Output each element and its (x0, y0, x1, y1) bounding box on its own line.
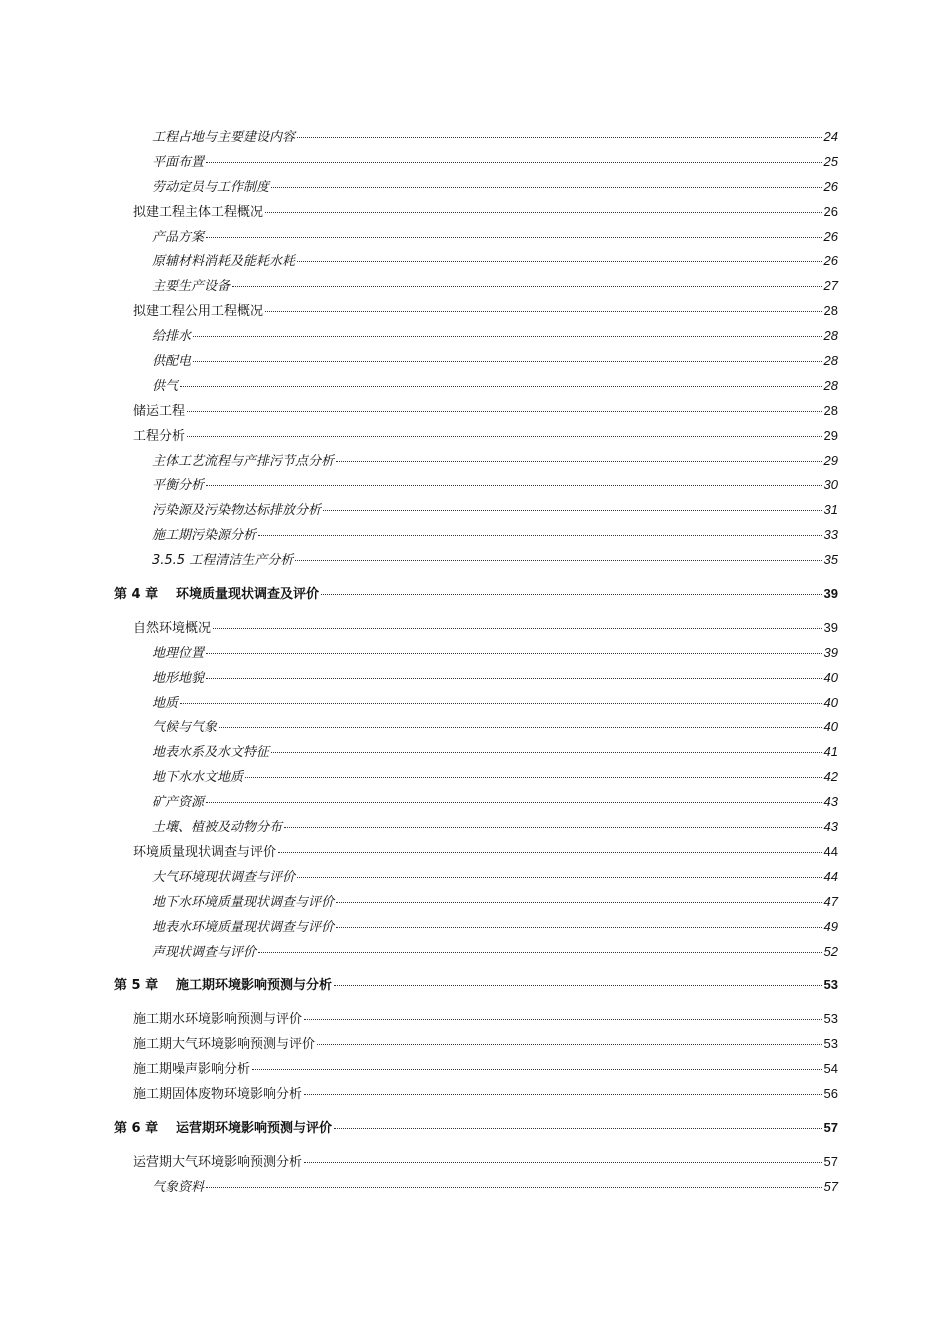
toc-entry-title: 平面布置 (152, 154, 205, 170)
toc-entry-title: 劳动定员与工作制度 (152, 179, 270, 195)
toc-entry[interactable] (114, 791, 838, 816)
toc-entry[interactable] (114, 916, 838, 941)
toc-entry[interactable] (114, 275, 838, 300)
toc-page-number: 49 (823, 918, 838, 934)
dot-leader (334, 1128, 822, 1129)
toc-page-number: 43 (823, 819, 838, 835)
dot-leader (297, 877, 822, 878)
dot-leader (206, 485, 822, 486)
toc-entry-title: 地下水环境质量现状调查与评价 (152, 894, 335, 910)
toc-entry[interactable] (114, 151, 838, 176)
toc-entry[interactable] (114, 226, 838, 251)
toc-page-number: 29 (823, 427, 838, 443)
toc-page-number: 29 (823, 452, 838, 468)
toc-page-number: 33 (823, 527, 838, 543)
dot-leader (317, 1044, 822, 1045)
toc-entry[interactable] (114, 642, 838, 667)
toc-entry[interactable] (114, 766, 838, 791)
toc-entry[interactable] (114, 891, 838, 916)
toc-entry-title: 施工期固体废物环境影响分析 (133, 1086, 303, 1102)
table-of-contents (114, 126, 838, 1201)
dot-leader (187, 436, 822, 437)
toc-entry-title (114, 1117, 332, 1136)
toc-page-number: 28 (823, 402, 838, 418)
toc-entry-title: 施工期噪声影响分析 (133, 1062, 251, 1078)
dot-leader (297, 261, 822, 262)
dot-leader (304, 1094, 822, 1095)
dot-leader (206, 1187, 822, 1188)
chapter-title: 施工期环境影响预测与分析 (176, 978, 333, 994)
toc-entry-title: 产品方案 (152, 229, 205, 245)
toc-page-number: 28 (823, 377, 838, 393)
toc-entry[interactable] (114, 176, 838, 201)
toc-page-number: 44 (823, 843, 838, 859)
toc-entry-title: 气象资料 (152, 1179, 205, 1195)
toc-page-number: 30 (823, 477, 838, 493)
dot-leader (180, 386, 822, 387)
toc-entry[interactable] (114, 941, 838, 966)
toc-entry-title: 污染源及污染物达标排放分析 (152, 503, 322, 519)
toc-page-number: 28 (823, 303, 838, 319)
toc-page-number: 41 (823, 744, 838, 760)
toc-entry[interactable] (114, 617, 838, 642)
toc-entry[interactable] (114, 549, 838, 574)
toc-page-number: 56 (823, 1085, 838, 1101)
dot-leader (304, 1162, 822, 1163)
toc-page-number: 26 (823, 178, 838, 194)
toc-entry-title: 施工期污染源分析 (152, 528, 257, 544)
toc-page-number: 53 (823, 1011, 838, 1027)
dot-leader (206, 678, 822, 679)
toc-entry[interactable] (114, 816, 838, 841)
dot-leader (297, 137, 822, 138)
toc-entry[interactable] (114, 450, 838, 475)
toc-entry[interactable] (114, 201, 838, 226)
chapter-number: 第 6 章 (114, 1120, 159, 1136)
toc-page-number: 27 (823, 278, 838, 294)
toc-entry[interactable] (114, 400, 838, 425)
toc-entry-title: 矿产资源 (152, 795, 205, 811)
dot-leader (193, 336, 822, 337)
toc-chapter-entry[interactable] (114, 1117, 838, 1142)
toc-page-number: 39 (823, 619, 838, 635)
toc-entry[interactable] (114, 499, 838, 524)
toc-entry-title: 环境质量现状调查与评价 (133, 844, 277, 860)
toc-entry-title: 给排水 (152, 329, 192, 345)
toc-entry-title: 拟建工程主体工程概况 (133, 204, 264, 220)
toc-entry-title: 运营期大气环境影响预测分析 (133, 1154, 303, 1170)
toc-page-number: 40 (823, 719, 838, 735)
toc-chapter-entry[interactable] (114, 974, 838, 999)
toc-page-number: 26 (823, 228, 838, 244)
dot-leader (258, 535, 822, 536)
chapter-number: 第 5 章 (114, 978, 159, 994)
dot-leader (278, 852, 822, 853)
toc-page-number: 26 (823, 253, 838, 269)
toc-entry-title: 工程占地与主要建设内容 (152, 130, 296, 145)
dot-leader (265, 311, 822, 312)
toc-entry-title: 声现状调查与评价 (152, 944, 257, 960)
toc-entry-title: 地理位置 (152, 645, 205, 661)
toc-entry[interactable] (114, 667, 838, 692)
toc-entry[interactable] (114, 741, 838, 766)
toc-entry-title: 大气环境现状调查与评价 (152, 869, 296, 885)
dot-leader (323, 510, 822, 511)
toc-page-number: 24 (823, 129, 838, 144)
toc-entry-title: 拟建工程公用工程概况 (133, 304, 264, 320)
toc-page-number: 53 (823, 977, 838, 993)
toc-entry-title: 自然环境概况 (133, 620, 212, 636)
toc-page-number: 31 (823, 502, 838, 518)
chapter-title: 环境质量现状调查及评价 (176, 587, 320, 603)
toc-entry-title: 土壤、植被及动物分布 (152, 820, 283, 836)
toc-entry[interactable] (114, 841, 838, 866)
dot-leader (284, 827, 822, 828)
toc-entry[interactable] (114, 1008, 838, 1033)
toc-page-number: 40 (823, 694, 838, 710)
toc-entry[interactable] (114, 250, 838, 275)
dot-leader (213, 628, 822, 629)
toc-entry-title: 储运工程 (133, 403, 186, 419)
dot-leader (206, 653, 822, 654)
toc-entry-title: 地表水系及水文特征 (152, 745, 270, 761)
chapter-number: 第 4 章 (114, 587, 159, 603)
dot-leader (193, 361, 822, 362)
toc-entry[interactable] (114, 325, 838, 350)
toc-page-number: 53 (823, 1036, 838, 1052)
toc-entry[interactable] (114, 1033, 838, 1058)
toc-entry-title: 供气 (152, 378, 179, 394)
toc-entry[interactable] (114, 1151, 838, 1176)
dot-leader (252, 1069, 822, 1070)
toc-entry[interactable] (114, 375, 838, 400)
toc-page-number: 42 (823, 769, 838, 785)
toc-entry[interactable] (114, 474, 838, 499)
toc-entry-title: 主体工艺流程与产排污节点分析 (152, 453, 335, 469)
toc-entry-title: 3.5.5 工程清洁生产分析 (152, 553, 294, 569)
toc-page-number: 40 (823, 669, 838, 685)
toc-page-number: 39 (823, 644, 838, 660)
dot-leader (206, 237, 822, 238)
toc-page-number: 57 (823, 1153, 838, 1169)
toc-page-number: 43 (823, 794, 838, 810)
toc-entry-title: 主要生产设备 (152, 279, 231, 295)
toc-entry[interactable] (114, 1083, 838, 1108)
dot-leader (232, 286, 822, 287)
dot-leader (336, 461, 822, 462)
dot-leader (271, 187, 822, 188)
dot-leader (304, 1019, 822, 1020)
toc-entry[interactable] (114, 716, 838, 741)
toc-page-number: 25 (823, 153, 838, 169)
dot-leader (206, 802, 822, 803)
toc-entry[interactable] (114, 350, 838, 375)
toc-page-number: 44 (823, 868, 838, 884)
dot-leader (321, 594, 822, 595)
dot-leader (187, 411, 822, 412)
dot-leader (180, 703, 822, 704)
toc-page-number: 26 (823, 203, 838, 219)
toc-entry-title: 地形地貌 (152, 670, 205, 686)
toc-page-number: 35 (823, 552, 838, 568)
toc-page-number: 28 (823, 328, 838, 344)
toc-entry[interactable] (114, 425, 838, 450)
toc-entry-title: 气候与气象 (152, 720, 218, 736)
toc-chapter-entry[interactable] (114, 583, 838, 608)
chapter-title: 运营期环境影响预测与评价 (176, 1120, 333, 1136)
toc-entry-title (114, 583, 319, 602)
dot-leader (336, 927, 822, 928)
dot-leader (295, 560, 821, 561)
toc-entry[interactable] (114, 692, 838, 717)
dot-leader (245, 777, 822, 778)
toc-entry-title: 施工期大气环境影响预测与评价 (133, 1037, 316, 1053)
toc-page-number: 47 (823, 893, 838, 909)
toc-page-number: 57 (823, 1178, 838, 1194)
dot-leader (265, 212, 822, 213)
toc-page-number: 54 (823, 1061, 838, 1077)
toc-page-number: 57 (823, 1119, 838, 1135)
dot-leader (206, 162, 822, 163)
toc-entry[interactable] (114, 1058, 838, 1083)
toc-page-number: 52 (823, 943, 838, 959)
toc-entry[interactable] (114, 524, 838, 549)
toc-entry-title (114, 974, 332, 993)
toc-page-number: 39 (823, 586, 838, 602)
toc-entry-title: 地表水环境质量现状调查与评价 (152, 919, 335, 935)
toc-entry-title: 地质 (152, 695, 179, 711)
toc-entry[interactable] (114, 866, 838, 891)
toc-entry-title: 施工期水环境影响预测与评价 (133, 1012, 303, 1028)
toc-entry-title: 供配电 (152, 354, 192, 370)
dot-leader (258, 952, 822, 953)
dot-leader (334, 985, 822, 986)
toc-entry[interactable] (114, 126, 838, 151)
dot-leader (336, 902, 822, 903)
toc-entry-title: 地下水水文地质 (152, 770, 244, 786)
dot-leader (271, 752, 822, 753)
toc-page-number: 28 (823, 353, 838, 369)
toc-entry-title: 平衡分析 (152, 478, 205, 494)
dot-leader (219, 727, 822, 728)
toc-entry-title: 工程分析 (133, 428, 186, 444)
toc-entry[interactable] (114, 300, 838, 325)
toc-entry[interactable] (114, 1176, 838, 1201)
toc-entry-title: 原辅材料消耗及能耗水耗 (152, 254, 296, 270)
